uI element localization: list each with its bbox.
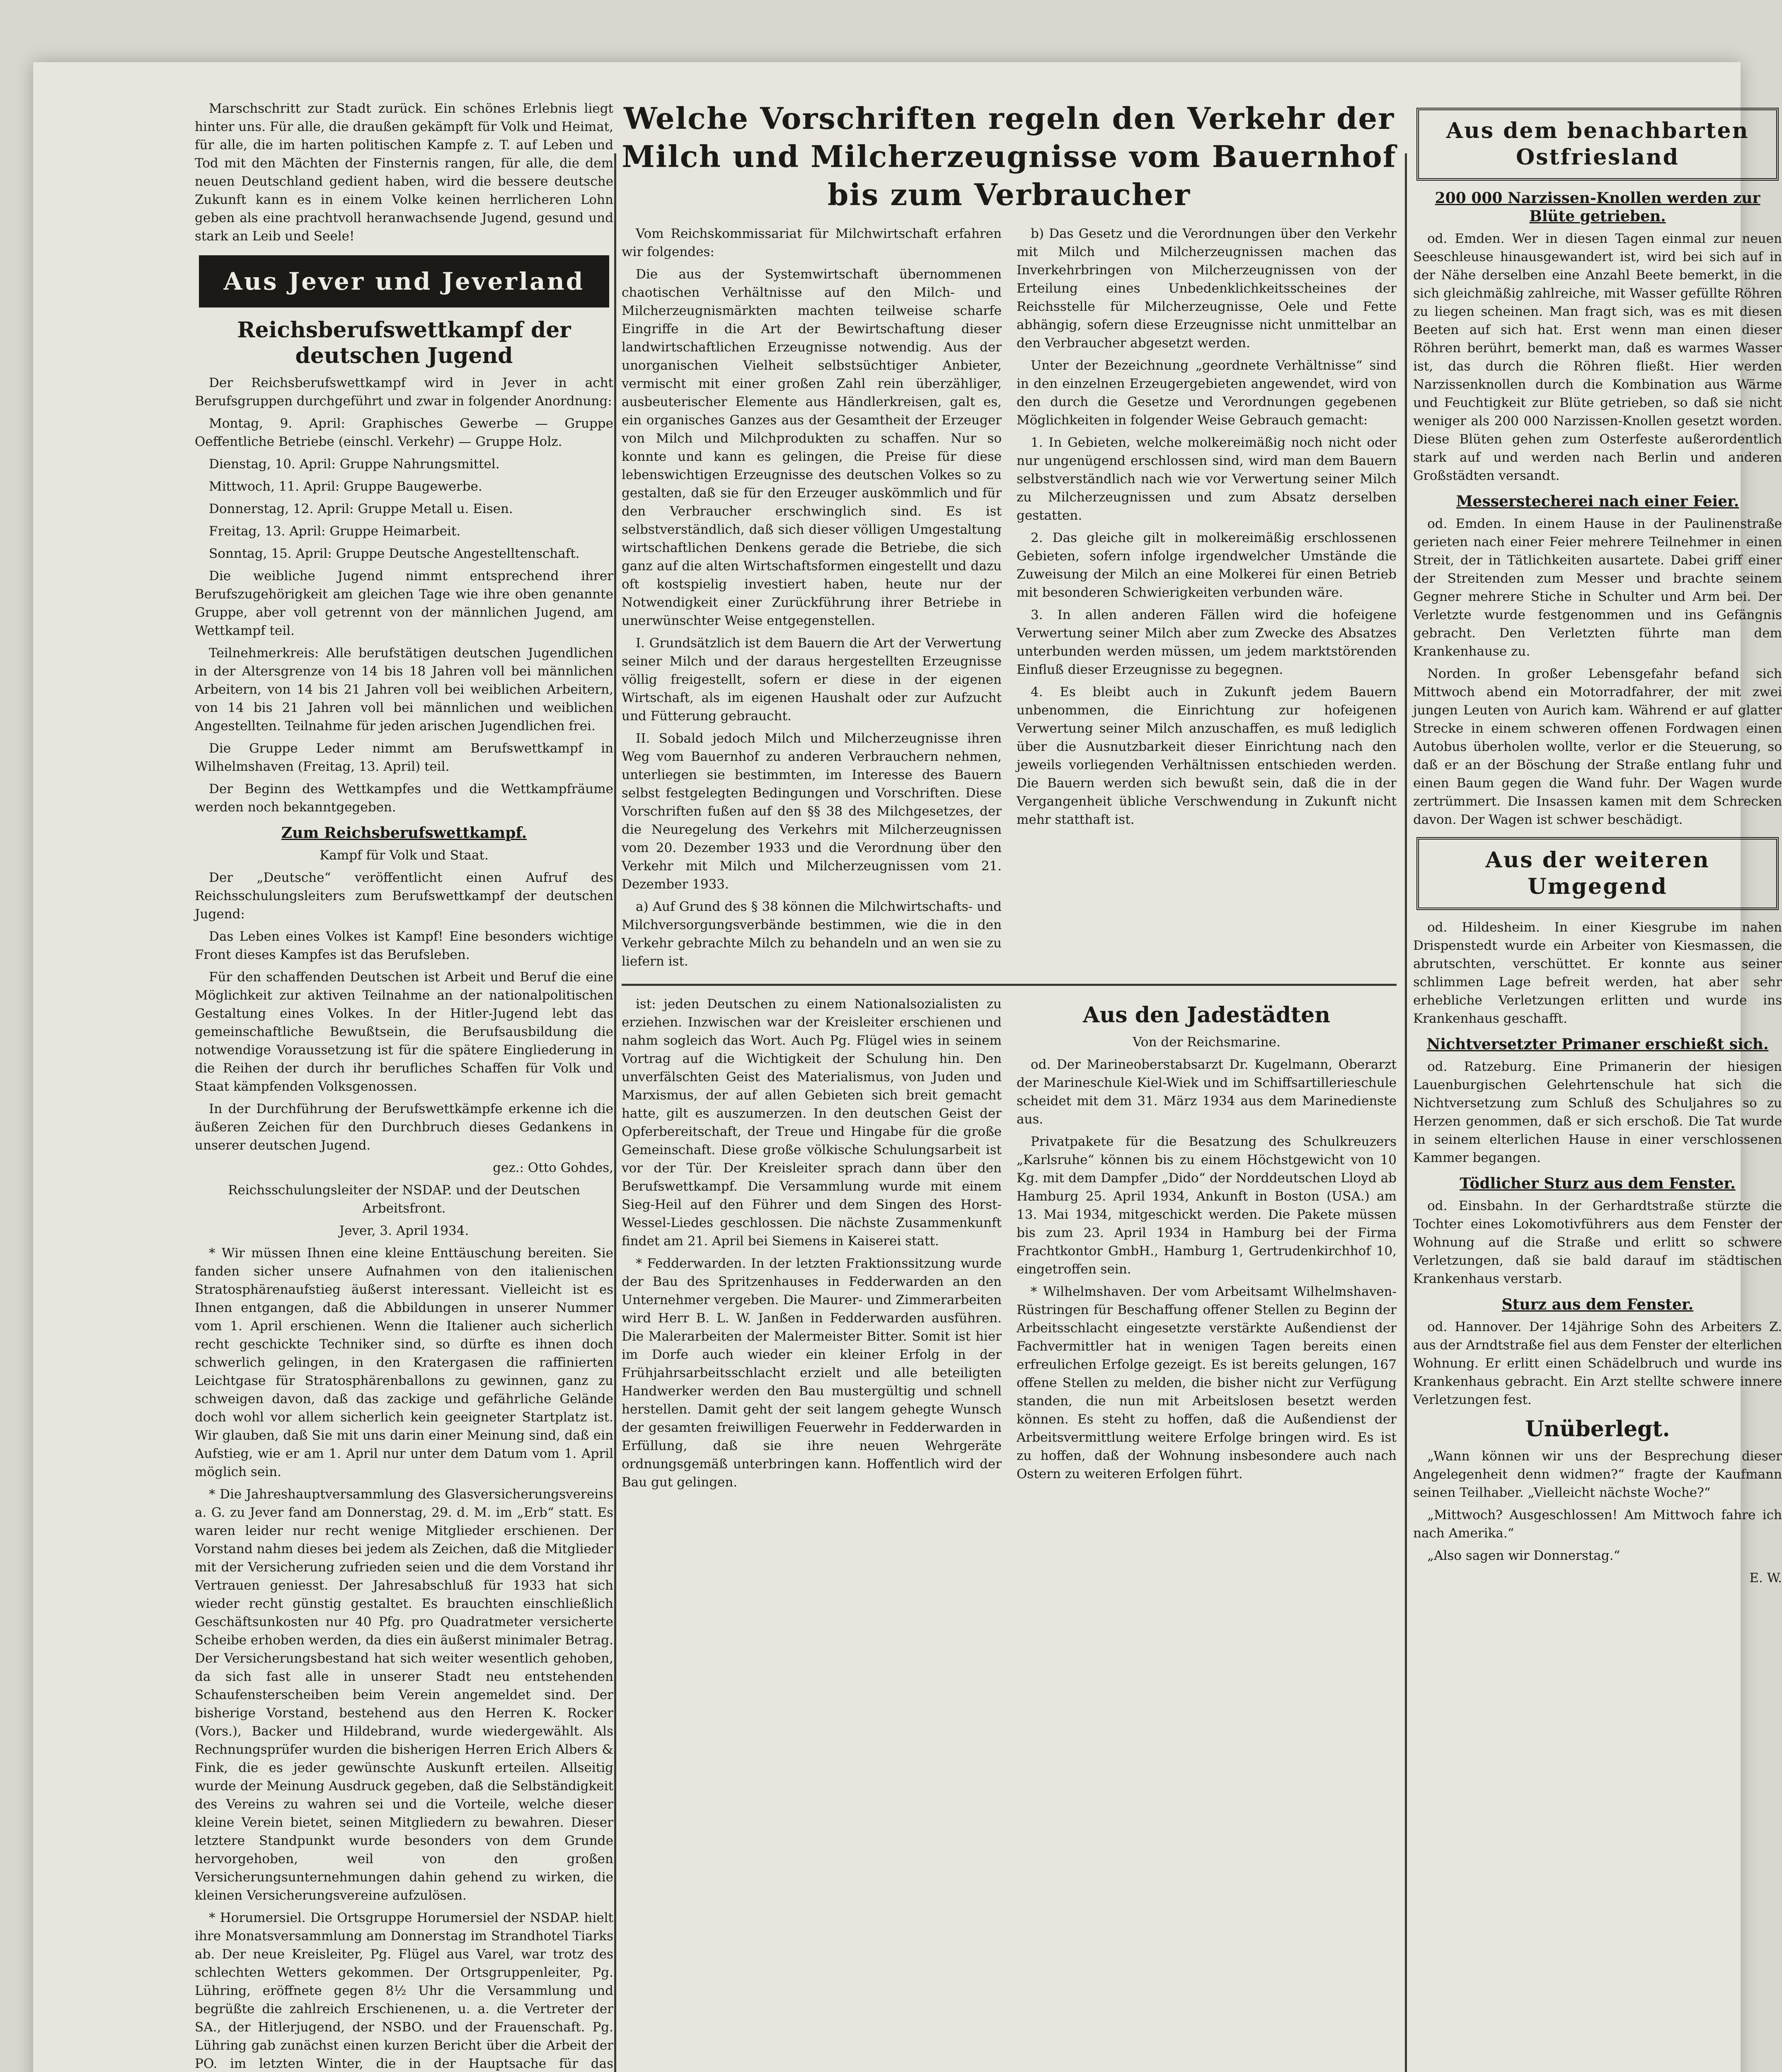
sub-headline: Zum Reichsberufswettkampf. xyxy=(281,824,527,842)
column-jever xyxy=(195,99,613,2072)
paragraph: od. Einsbahn. In der Gerhardtstraße stürzte die Tochter eines Lokomotivführers aus dem Fenster der Wohnung auf die Straße und erlitt so schwere Verletzungen, daß sie bald darauf im städtischen Krankenhaus verstarb. xyxy=(1413,1198,1782,1286)
paragraph: I. Grundsätzlich ist dem Bauern die Art der Verwertung seiner Milch und der daraus hergestellten Erzeugnisse völlig freigestellt, sofern er diese in der eigenen Wirtschaft, als im eigenen Haushalt oder zur Aufzucht und Fütterung gebraucht. xyxy=(622,636,1002,724)
headline-milch: Welche Vorschriften regeln den Verkehr der Milch und Milcherzeugnisse vom Bauernhof bis zum Verbraucher xyxy=(622,101,1397,212)
paragraph: 1. In Gebieten, welche molkereimäßig noch nicht oder nur ungenügend erschlossen sind, wird man dem Bauern selbstverständlich nach wie vor Verwertung seiner Milch zu Milcherzeugnissen und zum Absatz derselben gestatten. xyxy=(1017,435,1397,523)
headline-unueberlegt: Unüberlegt. xyxy=(1525,1416,1670,1442)
paragraph: „Wann können wir uns der Besprechung dieser Angelegenheit denn widmen?“ fragte der Kaufmann seinen Teilhaber. „Vielleicht nächste Woche?“ xyxy=(1413,1449,1782,1500)
sub-headline: 200 000 Narzissen-Knollen werden zur Blüte getrieben. xyxy=(1435,189,1760,225)
column-divider xyxy=(614,153,616,2072)
paragraph: ist: jeden Deutschen zu einem Nationalsozialisten zu erziehen. Inzwischen war der Kreisleiter erschienen und nahm sogleich das Wort. Auch Pg. Flügel wies in seinem Vortrag auf die Wichtigkeit der Schulung hin. Den unverfälschten Geist des Materialismus, von Juden und Marxismus, der auf allen Gebieten sich breit gemacht hatte, gilt es auszumerzen. In den deutschen Geist der Opferbereitschaft, der Treue und Hingabe für die große Gemeinschaft. Diese große völkische Schulungsarbeit ist vor der Tür. Der Kreisleiter sprach dann über den Berufswettkampf. Die Versammlung wurde mit einem Sieg-Heil auf den Führer und dem Singen des Horst-Wessel-Liedes geschlossen. Die nächste Zusammenkunft findet am 21. April bei Siemens in Kaiserei statt. xyxy=(622,997,1002,1249)
paragraph: * Die Jahreshauptversammlung des Glasversicherungsvereins a. G. zu Jever fand am Donnerstag, 29. d. M. im „Erb“ statt. Es waren leider nur recht wenige Mitglieder erschienen. Der Vorstand nahm dieses bei jedem als Zeichen, daß die Mitglieder mit der Versicherung zufrieden seien und die dem Vorstand ihr Vertrauen geniesst. Der Jahresabschluß für 1933 hat sich wieder recht günstig gestaltet. Es brauchten einschließlich Geschäftsunkosten nur 40 Pfg. pro Quadratmeter versicherte Scheibe erhoben werden, da dies ein äußerst minimaler Betrag. Der Versicherungsbestand hat sich weiter wesentlich gehoben, da sich fast alle in unserer Stadt neu entstehenden Schaufensterscheiben beim Verein angemeldet sind. Der bisherige Vorstand, bestehend aus den Herren K. Rocker (Vors.), Backer und Hildebrand, wurde wiedergewählt. Als Rechnungsprüfer wurden die bisherigen Herren Erich Albers & Fink, die es jeder gewünschte Auskunft erteilen. Allseitig wurde der Meinung Ausdruck gegeben, daß die Selbständigkeit des Vereins zu wahren sei und die Vorteile, welche dieser kleine Verein bietet, seinen Mitgliedern zu bewahren. Dieser letztere Standpunkt wurde besonders von dem Grunde hervorgehoben, weil von den großen Versicherungsunternehmungen dahin gehend zu wirken, die kleinen Versicherungsvereine aufzulösen. xyxy=(195,1487,613,1903)
paragraph: * Horumersiel. Die Ortsgruppe Horumersiel der NSDAP. hielt ihre Monatsversammlung am Donnerstag im Strandhotel Tiarks ab. Der neue Kreisleiter, Pg. Flügel aus Varel, war trotz des schlechten Wetters gekommen. Der Ortsgruppenleiter, Pg. Lühring, eröffnete gegen 8½ Uhr die Versammlung und begrüßte die zahlreich Erschienenen, u. a. die Vertreter der SA., der Hitlerjugend, der NSBO. und der Frauenschaft. Pg. Lühring gab zunächst einen kurzen Bericht über die Arbeit der PO. im letzten Winter, die in der Hauptsache für das xyxy=(195,1910,613,2071)
paragraph: Für den schaffenden Deutschen ist Arbeit und Beruf die eine Möglichkeit zur aktiven Teilnahme an der nationalpolitischen Gestaltung eines Volkes. In der Hitler-Jugend lebt das gemeinschaftliche Bewußtsein, die Berufsausbildung die notwendige Voraussetzung ist für die spätere Eingliederung in die Reihen der durch ihr berufliches Schaffen für Volk und Staat kämpfenden Volksgenossen. xyxy=(195,970,613,1094)
paragraph: b) Das Gesetz und die Verordnungen über den Verkehr mit Milch und Milcherzeugnissen machen das Inverkehrbringen von Milcherzeugnissen von der Erteilung eines Unbedenklichkeitsscheines der Reichsstelle für Milcherzeugnisse, Oele und Fette abhängig, sofern diese Erzeugnisse nicht unmittelbar an den Verbraucher abgesetzt werden. xyxy=(1017,226,1397,351)
paragraph: Der Beginn des Wettkampfes und die Wettkampfräume werden noch bekanntgegeben. xyxy=(195,782,613,815)
paragraph: Teilnehmerkreis: Alle berufstätigen deutschen Jugendlichen in der Altersgrenze von 14 bis 18 Jahren voll bei männlichen Arbeitern, von 14 bis 21 Jahren voll bei weiblichen Arbeitern, von 14 bis 21 Jahren voll bei männlichen und weiblichen Angestellten. Teilnahme für jeden arischen Jugendlichen frei. xyxy=(195,646,613,733)
paragraph: 2. Das gleiche gilt in molkereimäßig erschlossenen Gebieten, sofern infolge irgendwelcher Umstände die Zuweisung der Milch an eine Molkerei für einen Betrieb mit besonderen Schwierigkeiten verbunden wäre. xyxy=(1017,530,1397,600)
signature-title: Reichsschulungsleiter der NSDAP. und der Deutschen Arbeitsfront. xyxy=(228,1183,580,1216)
paragraph: 4. Es bleibt auch in Zukunft jedem Bauern unbenommen, die Einrichtung zur hofeigenen Verwertung seiner Milch anzuschaffen, es muß lediglich über die Ausnutzbarkeit dieser Einrichtung nach den jeweils vorliegenden Verhältnissen entschieden werden. Die Bauern werden sich bewußt sein, daß die in der Vergangenheit übliche Verschwendung in Zukunft nicht mehr statthaft ist. xyxy=(1017,685,1397,827)
umgegend-section-box: Aus der weiteren Umgegend xyxy=(1416,837,1779,910)
sub-headline: Nichtversetzter Primaner erschießt sich. xyxy=(1426,1036,1769,1053)
paragraph: od. Emden. In einem Hause in der Paulinenstraße gerieten nach einer Feier mehrere Teilnehmer in einen Streit, der in Tätlichkeiten ausartete. Dabei griff einer der Streitenden zum Messer und brachte seinem Gegner mehrere Stiche in Schulter und Arm bei. Der Verletzte wurde festgenommen und ins Gefängnis gebracht. Den Verletzten führte man dem Krankenhause zu. xyxy=(1413,516,1782,659)
paragraph: Privatpakete für die Besatzung des Schulkreuzers „Karlsruhe“ können bis zu einem Höchstgewicht von 10 Kg. mit dem Dampfer „Dido“ der Norddeutschen Lloyd ab Hamburg 25. April 1934, Ankunft in Boston (USA.) am 13. Mai 1934, mitgeschickt werden. Die Pakete müssen bis zum 23. April 1934 in Hamburg bei der Firma Frachtkontor GmbH., Hamburg 1, Gertrudenkirchhof 10, eingetroffen sein. xyxy=(1017,1134,1397,1277)
section-rule xyxy=(622,984,1397,986)
lower-right xyxy=(1017,995,1397,1496)
paragraph: od. Der Marineoberstabsarzt Dr. Kugelmann, Oberarzt der Marineschule Kiel-Wiek und im Schiffsartillerieschule scheidet mit dem 31. März 1934 aus dem Marinedienste aus. xyxy=(1017,1057,1397,1127)
milch-article xyxy=(622,225,1397,975)
signature: gez.: Otto Gohdes, xyxy=(493,1160,613,1175)
paragraph: od. Emden. Wer in diesen Tagen einmal zur neuen Seeschleuse hinausgewandert ist, wird bei sich auf in der Nähe derselben eine Anzahl Beete bemerkt, in die sich gleichmäßig zahlreiche, mit Wasser gefüllte Röhren zu liegen scheinen. Man fragt sich, was es mit diesen Beeten auf sich hat. Erst wenn man einen dieser Röhren berührt, bemerkt man, daß es warmes Wasser ist, das durch die Röhren fließt. Hier werden Narzissenknollen durch die Kombination aus Wärme und Feuchtigkeit zur Blüte getrieben, so daß sie nicht weniger als 200 000 Narzissen-Knollen gesetzt worden. Diese Blüten gehen zum Osterfeste außerordentlich stark auf und werden nach Berlin und anderen Großstädten versandt. xyxy=(1413,231,1782,483)
sub-headline: Von der Reichsmarine. xyxy=(1133,1035,1281,1050)
paragraph: In der Durchführung der Berufswettkämpfe erkenne ich die äußeren Zeichen für den Durchbruch dieses Gedankens in unserer deutschen Jugend. xyxy=(195,1101,613,1153)
headline-reichsberufswettkampf: Reichsberufswettkampf der deutschen Jugend xyxy=(237,317,571,368)
paragraph: a) Auf Grund des § 38 können die Milchwirtschafts- und Milchversorgungsverbände bestimmen, wie die in den Verkehr gebrachte Milch zu behandeln und an wen sie zu liefern ist. xyxy=(622,899,1002,969)
schedule-item: Mittwoch, 11. April: Gruppe Baugewerbe. xyxy=(209,479,482,494)
paragraph: od. Ratzeburg. Eine Primanerin der hiesigen Lauenburgischen Gelehrtenschule hat sich die Nichtversetzung zum Schluß des Schuljahres so zu Herzen genommen, daß er sich erschoß. Die Tat wurde in seinem elterlichen Hause in einer verschlossenen Kammer begangen. xyxy=(1413,1059,1782,1165)
schedule-item: Montag, 9. April: Graphisches Gewerbe — Gruppe Oeffentliche Betriebe (einschl. Verkehr) — Gruppe Holz. xyxy=(195,416,613,449)
paragraph: Die Gruppe Leder nimmt am Berufswettkampf in Wilhelmshaven (Freitag, 13. April) teil. xyxy=(195,741,613,774)
dateline: Jever, 3. April 1934. xyxy=(339,1223,469,1238)
schedule-item: Dienstag, 10. April: Gruppe Nahrungsmittel. xyxy=(209,457,500,472)
paragraph: * Wir müssen Ihnen eine kleine Enttäuschung bereiten. Sie fanden sicher unsere Aufnahmen von den italienischen Stratosphärenaufstieg äußerst interessant. Vielleicht ist es Ihnen entgangen, daß die Abbildungen in unserer Nummer vom 1. April erschienen. Wenn die Italiener auch sicherlich recht geschickte Techniker sind, so dürfte es ihnen doch schwerlich gelingen, in den Kratergasen die raffinierten Leichtgase für Stratosphärenballons zu gewinnen, ganz zu schweigen davon, daß das zackige und gefährliche Gelände doch wohl vor allem sicherlich kein geeigneter Startplatz ist. Wir glauben, daß Sie mit uns darin einer Meinung sind, daß ein Aufstieg, wie er am 1. April nur unter dem Datum vom 1. April möglich sein. xyxy=(195,1246,613,1479)
sub-headline: Messerstecherei nach einer Feier. xyxy=(1456,493,1739,510)
paragraph: Das Leben eines Volkes ist Kampf! Eine besonders wichtige Front dieses Kampfes ist das Berufsleben. xyxy=(195,929,613,962)
signature: E. W. xyxy=(1749,1571,1782,1585)
headline-jadestaedte: Aus den Jadestädten xyxy=(1083,1002,1330,1028)
paragraph: Vom Reichskommissariat für Milchwirtschaft erfahren wir folgendes: xyxy=(622,226,1002,259)
paragraph: Der „Deutsche“ veröffentlicht einen Aufruf des Reichsschulungsleiters zum Berufswettkampf der deutschen Jugend: xyxy=(195,870,613,922)
paragraph: * Fedderwarden. In der letzten Fraktionssitzung wurde der Bau des Spritzenhauses in Fedderwarden an den Unternehmer vergeben. Die Maurer- und Zimmerarbeiten wird Herr B. L. W. Janßen in Fedderwarden ausführen. Die Malerarbeiten der Malermeister Bitter. Somit ist hier im Dorfe auch wieder ein kleiner Erfolg in der Frühjahrsarbeitsschlacht erzielt und alle beteiligten Handwerker werden den Bau mustergültig und schnell herstellen. Damit geht der seit langem gehegte Wunsch der gesamten freiwilligen Feuerwehr in Fedderwarden in Erfüllung, daß sie ihre neuen Wehrgeräte ordnungsgemäß unterbringen kann. Hoffentlich wird der Bau gut gelingen. xyxy=(622,1256,1002,1490)
sub-headline: Tödlicher Sturz aus dem Fenster. xyxy=(1460,1175,1736,1192)
paragraph: „Also sagen wir Donnerstag.“ xyxy=(1427,1548,1620,1563)
paragraph: Unter der Bezeichnung „geordnete Verhältnisse“ sind in den einzelnen Erzeugergebieten angewendet, wird von den durch die Gesetze und Verordnungen gegebenen Möglichkeiten in folgender Weise Gebrauch gemacht: xyxy=(1017,358,1397,428)
milch-right xyxy=(1017,225,1397,975)
column-milch xyxy=(622,99,1397,1496)
milch-left xyxy=(622,225,1002,975)
column-divider xyxy=(1405,153,1407,2072)
sub-headline: Sturz aus dem Fenster. xyxy=(1501,1296,1694,1313)
paragraph: * Wilhelmshaven. Der vom Arbeitsamt Wilhelmshaven-Rüstringen für Beschaffung offener Stellen zu Beginn der Arbeitsschlacht eingesetzte verstärkte Außendienst der Fachvermittler hat in wenigen Tagen bereits einen erfreulichen Erfolge gezeigt. Es ist bereits gelungen, 167 offene Stellen zu melden, die bisher nicht zur Verfügung standen, die nun mit Arbeitslosen besetzt werden können. Es steht zu hoffen, daß die Außendienst der Arbeitsvermittlung weitere Erfolge bringen wird. Es ist zu hoffen, daß der Wohnung insbesondere auch nach Ostern zu weiteren Erfolgen führt. xyxy=(1017,1284,1397,1481)
paragraph: Die weibliche Jugend nimmt entsprechend ihrer Berufszugehörigkeit am gleichen Tage wie ihre oben genannte Gruppe, aber voll getrennt von der männlichen Jugend, am Wettkampf teil. xyxy=(195,569,613,638)
intro-paragraph: Marschschritt zur Stadt zurück. Ein schönes Erlebnis liegt hinter uns. Für alle, die draußen gekämpft für Volk und Heimat, für alle, die im harten politischen Kampfe z. T. auf Leben und Tod mit den Mächten der Finsternis rangen, für alle, die dem neuen Deutschland gedient haben, wird die bessere deutsche Zukunft kann es in einem Volke keinen herrlicheren Lohn geben als eine prachtvoll heranwachsende Jugend, gesund und stark an Leib und Seele! xyxy=(195,101,613,244)
lower-left xyxy=(622,995,1002,1496)
paragraph: 3. In allen anderen Fällen wird die hofeigene Verwertung seiner Milch aber zum Zwecke des Absatzes unterbunden werden müssen, um jedem marktstörenden Einfluß dieser Erzeugnisse zu begegnen. xyxy=(1017,608,1397,677)
schedule-item: Freitag, 13. April: Gruppe Heimarbeit. xyxy=(209,524,461,539)
jever-section-box: Aus Jever und Jeverland xyxy=(199,255,609,307)
ostfriesland-section-box: Aus dem benachbarten Ostfriesland xyxy=(1416,108,1779,181)
sub-headline-2: Kampf für Volk und Staat. xyxy=(320,848,489,863)
paragraph: Die aus der Systemwirtschaft übernommenen chaotischen Verhältnisse auf den Milch- und Milcherzeugnismärkten machten teilweise scharfe Eingriffe in die Art der Bewirtschaftung dieser landwirtschaftlichen Erzeugnisse notwendig. Aus der unorganischen Vielheit selbstsüchtiger Anbieter, vermischt mit einer großen Zahl rein überzähliger, ausbeuterischer Elemente aus Händlerkreisen, galt es, ein organisches Ganzes aus der Gesamtheit der Erzeuger von Milch und Milchprodukten zu schaffen. Nur so konnte und kann es gelingen, die Preise für diese lebenswichtigen Erzeugnisse des deutschen Volkes so zu gestalten, daß sie für den Erzeuger auskömmlich und für den Verbraucher erschwinglich sind. Es ist selbstverständlich, daß sich dieser völligen Umgestaltung wirtschaftlichen Denkens gerade die Betriebe, die sich ganz auf die alten Wirtschaftsformen eingestellt und dazu oft kostspielig investiert haben, heute nur der Notwendigkeit einer Zurückführung ihrer Betriebe in unerwünschter Weise entgegenstellen. xyxy=(622,267,1002,628)
paragraph: od. Hildesheim. In einer Kiesgrube im nahen Drispenstedt wurde ein Arbeiter von Kiesmassen, die abrutschten, verschüttet. Er konnte aus seiner schlimmen Lage befreit werden, hat aber sehr erhebliche Verletzungen erlitten und wurde ins Krankenhaus geschafft. xyxy=(1413,920,1782,1026)
paragraph: „Mittwoch? Ausgeschlossen! Am Mittwoch fahre ich nach Amerika.“ xyxy=(1413,1508,1782,1541)
schedule-item: Sonntag, 15. April: Gruppe Deutsche Angestelltenschaft. xyxy=(209,546,580,561)
paragraph: Der Reichsberufswettkampf wird in Jever in acht Berufsgruppen durchgeführt und zwar in folgender Anordnung: xyxy=(195,375,613,409)
schedule-item: Donnerstag, 12. April: Gruppe Metall u. Eisen. xyxy=(209,501,513,516)
paragraph: II. Sobald jedoch Milch und Milcherzeugnisse ihren Weg vom Bauernhof zu anderen Verbrauchern nehmen, unterliegen sie bestimmten, im Interesse des Bauern selbst festgelegten Bedingungen und Vorschriften. Diese Vorschriften fußen auf den §§ 38 des Milchgesetzes, der die Neuregelung des Verkehrs mit Milcherzeugnissen vom 20. Dezember 1933 und die Verordnung über den Verkehr mit Milch und Milcherzeugnissen vom 21. Dezember 1933. xyxy=(622,731,1002,892)
newspaper-page xyxy=(33,62,1782,2072)
paragraph: od. Hannover. Der 14jährige Sohn des Arbeiters Z. aus der Arndtstraße fiel aus dem Fenster der elterlichen Wohnung. Er erlitt einen Schädelbruch und wurde ins Krankenhaus gebracht. Ein Arzt stellte schwere innere Verletzungen fest. xyxy=(1413,1319,1782,1407)
lower-section xyxy=(622,995,1397,1496)
column-ostfriesland xyxy=(1413,99,1782,1587)
paragraph: Norden. In großer Lebensgefahr befand sich Mittwoch abend ein Motorradfahrer, der mit zwei jungen Leuten von Aurich kam. Während er auf glatter Strecke in einem schweren offenen Fordwagen einen Autobus überholen wollte, verlor er die Steuerung, so daß er an der Böschung der Straße entlang fuhr und einen Baum gegen die Wand fuhr. Der Wagen wurde zertrümmert. Die Insassen kamen mit dem Schrecken davon. Der Wagen ist schwer beschädigt. xyxy=(1413,666,1782,827)
